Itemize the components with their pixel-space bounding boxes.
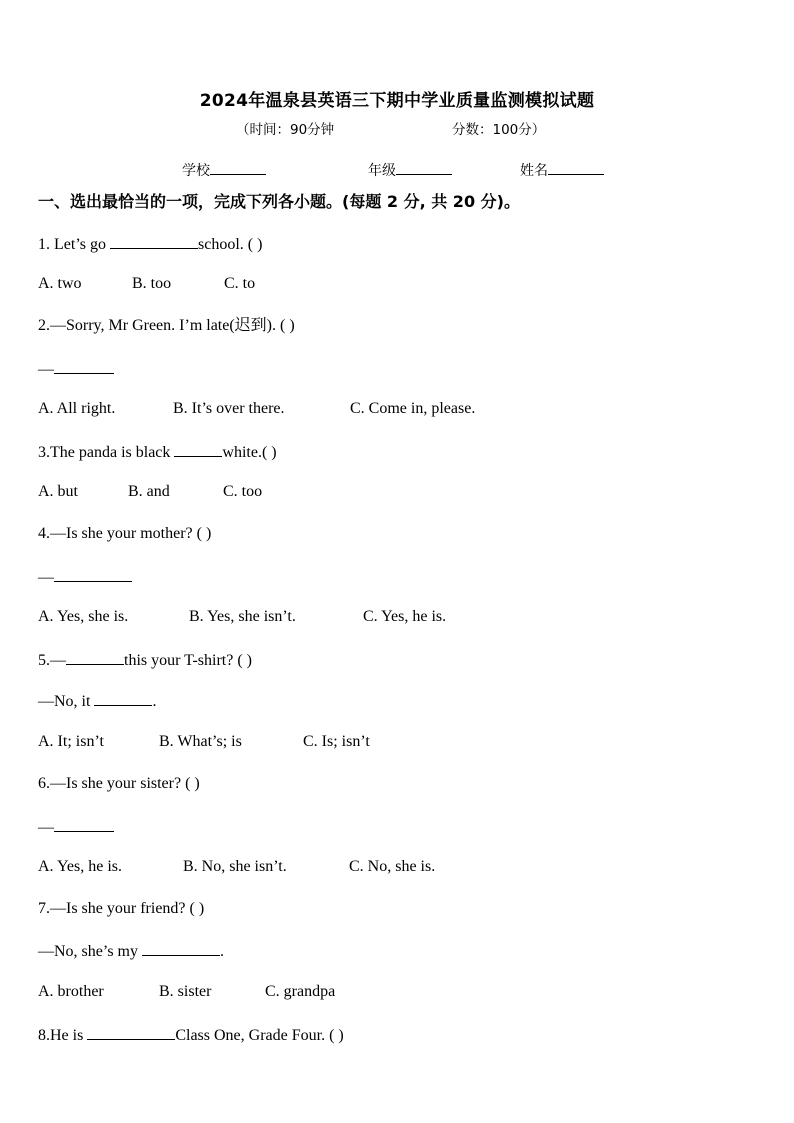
grade-field bbox=[368, 160, 452, 180]
question-text: white.( ) bbox=[222, 444, 277, 461]
question-7-options bbox=[38, 982, 335, 1002]
question-1-options bbox=[38, 274, 255, 294]
school-blank bbox=[210, 160, 266, 175]
option-c: C. No, she is. bbox=[349, 858, 436, 875]
option-a: A. two bbox=[38, 275, 82, 292]
question-6-options bbox=[38, 857, 435, 877]
grade-blank bbox=[396, 160, 452, 175]
option-a: A. Yes, he is. bbox=[38, 858, 123, 875]
option-b: B. too bbox=[132, 275, 172, 292]
question-8-stem bbox=[38, 1024, 344, 1046]
reply-dash: — bbox=[38, 569, 54, 586]
reply-text: —No, she’s my bbox=[38, 943, 142, 960]
option-b: B. It’s over there. bbox=[173, 400, 285, 417]
question-2-reply bbox=[38, 358, 114, 380]
question-text: 5.— bbox=[38, 652, 66, 669]
question-4-stem: 4.—Is she your mother? ( ) bbox=[38, 525, 212, 542]
name-label: 姓名 bbox=[520, 163, 548, 179]
answer-blank bbox=[110, 233, 198, 249]
question-1-stem bbox=[38, 233, 262, 255]
option-b: B. What’s; is bbox=[159, 733, 242, 750]
reply-dash: — bbox=[38, 361, 54, 378]
option-a: A. brother bbox=[38, 983, 104, 1000]
option-c: C. grandpa bbox=[265, 983, 336, 1000]
reply-text: . bbox=[152, 693, 157, 710]
school-field bbox=[182, 160, 266, 180]
question-text: school. ( ) bbox=[198, 236, 263, 253]
reply-dash: — bbox=[38, 819, 54, 836]
question-6-stem: 6.—Is she your sister? ( ) bbox=[38, 775, 200, 792]
section-heading: 一、选出最恰当的一项，完成下列各小题。(每题 2 分, 共 20 分)。 bbox=[38, 192, 520, 211]
question-2-options bbox=[38, 399, 475, 419]
question-2-stem: 2.—Sorry, Mr Green. I’m late(迟到). ( ) bbox=[38, 317, 295, 334]
answer-blank bbox=[94, 690, 152, 706]
answer-blank bbox=[54, 816, 114, 832]
question-3-options bbox=[38, 482, 262, 502]
exam-title: 2024年温泉县英语三下期中学业质量监测模拟试题 bbox=[199, 91, 595, 111]
question-3-stem bbox=[38, 441, 277, 463]
reply-text: —No, it bbox=[38, 693, 95, 710]
answer-blank bbox=[87, 1024, 175, 1040]
question-7-reply bbox=[38, 940, 224, 962]
option-b: B. sister bbox=[159, 983, 212, 1000]
option-b: B. and bbox=[128, 483, 170, 500]
option-c: C. Yes, he is. bbox=[363, 608, 447, 625]
answer-blank bbox=[142, 940, 220, 956]
option-b: B. No, she isn’t. bbox=[183, 858, 287, 875]
question-text: Class One, Grade Four. ( ) bbox=[175, 1027, 344, 1044]
answer-blank bbox=[54, 358, 114, 374]
question-5-stem bbox=[38, 649, 252, 671]
question-5-options bbox=[38, 732, 370, 752]
grade-label: 年级 bbox=[368, 163, 396, 179]
answer-blank bbox=[66, 649, 124, 665]
question-4-reply bbox=[38, 566, 132, 588]
option-a: A. but bbox=[38, 483, 78, 500]
option-a: A. Yes, she is. bbox=[38, 608, 129, 625]
option-b: B. Yes, she isn’t. bbox=[189, 608, 296, 625]
question-4-options bbox=[38, 607, 446, 627]
question-text: 1. Let’s go bbox=[38, 236, 110, 253]
question-5-reply bbox=[38, 690, 156, 712]
option-c: C. Is; isn’t bbox=[303, 733, 370, 750]
question-text: 3.The panda is black bbox=[38, 444, 175, 461]
option-a: A. It; isn’t bbox=[38, 733, 104, 750]
reply-text: . bbox=[220, 943, 224, 960]
question-7-stem: 7.—Is she your friend? ( ) bbox=[38, 900, 205, 917]
question-6-reply bbox=[38, 816, 114, 838]
answer-blank bbox=[54, 566, 132, 582]
question-text: 8.He is bbox=[38, 1027, 88, 1044]
option-a: A. All right. bbox=[38, 400, 116, 417]
question-text: this your T-shirt? ( ) bbox=[124, 652, 252, 669]
answer-blank bbox=[174, 441, 222, 457]
exam-time: （时间：90分钟 bbox=[236, 122, 335, 138]
exam-score: 分数：100分） bbox=[452, 122, 546, 138]
option-c: C. Come in, please. bbox=[350, 400, 476, 417]
option-c: C. too bbox=[223, 483, 263, 500]
option-c: C. to bbox=[224, 275, 256, 292]
name-blank bbox=[548, 160, 604, 175]
school-label: 学校 bbox=[182, 163, 210, 179]
name-field bbox=[520, 160, 604, 180]
